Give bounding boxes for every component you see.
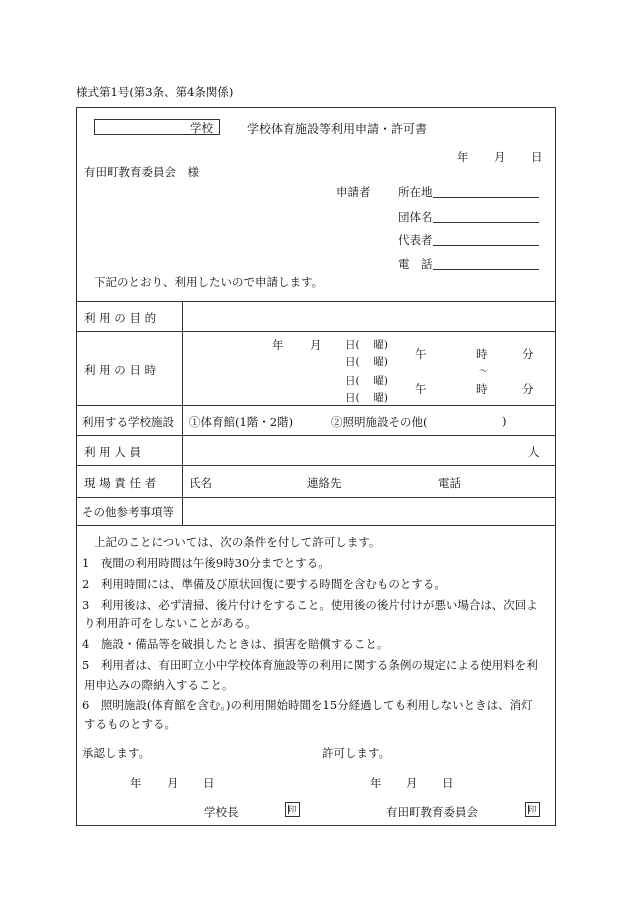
- condition-line: 4 施設・備品等を破損したときは、損害を賠償すること。: [82, 637, 389, 651]
- users-unit: 人: [528, 445, 540, 459]
- dt-tilde: 〜: [479, 367, 489, 377]
- manager-phone-label: 電話: [438, 476, 461, 490]
- notes-label: その他参考事項等: [82, 505, 174, 519]
- date-year: 年: [457, 150, 469, 164]
- principal-seal-icon: 印: [285, 802, 300, 817]
- condition-line: 2 利用時間には、準備及び原状回復に要する時間を含むものとする。: [82, 577, 446, 591]
- rule: [77, 465, 555, 466]
- facility-label: 利用する学校施設: [82, 415, 174, 429]
- application-form: [76, 107, 556, 826]
- permit-year: 年: [370, 776, 382, 790]
- dt-day-4: 日( 曜): [345, 392, 389, 404]
- form-number: 様式第1号(第3条、第4条関係): [76, 85, 234, 99]
- approve-day: 日: [203, 776, 215, 790]
- dt-month: 月: [310, 338, 322, 352]
- phone-field[interactable]: [433, 256, 539, 270]
- manager-label: 現 場 責 任 者: [84, 476, 157, 490]
- group-label: 団体名: [398, 210, 433, 224]
- addressee: 有田町教育委員会 様: [84, 165, 199, 179]
- address-label: 所在地: [398, 185, 433, 199]
- approve-text: 承認します。: [82, 746, 151, 760]
- representative-label: 代表者: [398, 233, 433, 247]
- dt-year: 年: [272, 338, 284, 352]
- facility-option-gym[interactable]: ①体育館(1階・2階): [189, 415, 294, 429]
- principal-label: 学校長: [204, 805, 239, 819]
- condition-line: り利用許可をしないことがある。: [84, 616, 257, 630]
- facility-option-lighting[interactable]: ②照明施設その他(: [331, 415, 428, 429]
- address-field[interactable]: [433, 184, 539, 198]
- condition-line: するものとする。: [84, 717, 176, 731]
- permit-day: 日: [442, 776, 454, 790]
- dt-am: 午: [415, 347, 427, 361]
- dt-minute-end: 分: [522, 382, 534, 396]
- date-month: 月: [494, 150, 506, 164]
- rule: [77, 405, 555, 406]
- approve-year: 年: [130, 776, 142, 790]
- request-text: 下記のとおり、利用したいので申請します。: [94, 275, 324, 289]
- rule: [77, 525, 555, 526]
- facility-close-paren: ): [502, 414, 507, 428]
- form-title: 学校体育施設等利用申請・許可書: [247, 122, 428, 136]
- applicant-label: 申請者: [336, 185, 371, 199]
- rule: [77, 331, 555, 332]
- purpose-label: 利 用 の 目 的: [84, 311, 157, 325]
- school-suffix: 学校: [190, 121, 213, 135]
- permit-month: 月: [406, 776, 418, 790]
- condition-line: 6 照明施設(体育館を含む。)の利用開始時間を15分経過しても利用しないときは、消灯: [82, 698, 533, 712]
- dt-day-1: 日( 曜): [345, 339, 389, 351]
- dt-hour-start: 時: [476, 347, 488, 361]
- dt-hour-end: 時: [476, 382, 488, 396]
- users-label: 利 用 人 員: [84, 445, 141, 459]
- board-seal-icon: 印: [525, 802, 540, 817]
- permit-text: 許可します。: [322, 746, 391, 760]
- dt-day-2: 日( 曜): [345, 356, 389, 368]
- board-label: 有田町教育委員会: [386, 805, 478, 819]
- phone-label: 電 話: [398, 257, 433, 271]
- condition-line: 1 夜間の利用時間は午後9時30分までとする。: [82, 556, 330, 570]
- conditions-intro: 上記のことについては、次の条件を付して許可します。: [94, 535, 381, 549]
- dt-minute-start: 分: [522, 347, 534, 361]
- group-field[interactable]: [433, 209, 539, 223]
- condition-line: 5 利用者は、有田町立小中学校体育施設等の利用に関する条例の規定による使用料を利: [82, 658, 538, 672]
- dt-pm: 午: [415, 382, 427, 396]
- representative-field[interactable]: [433, 232, 539, 246]
- date-day: 日: [531, 150, 543, 164]
- purpose-field[interactable]: [183, 302, 555, 331]
- manager-contact-label: 連絡先: [307, 476, 342, 490]
- condition-line: 用申込みの際納入すること。: [84, 678, 234, 692]
- manager-name-label: 氏名: [189, 476, 212, 490]
- datetime-label: 利 用 の 日 時: [84, 363, 157, 377]
- approve-month: 月: [167, 776, 179, 790]
- users-field[interactable]: [183, 436, 523, 465]
- condition-line: 3 利用後は、必ず清掃、後片付けをすること。使用後の後片付けが悪い場合は、次回よ: [82, 598, 538, 612]
- column-divider: [182, 301, 183, 525]
- notes-field[interactable]: [183, 498, 555, 525]
- dt-day-3: 日( 曜): [345, 375, 389, 387]
